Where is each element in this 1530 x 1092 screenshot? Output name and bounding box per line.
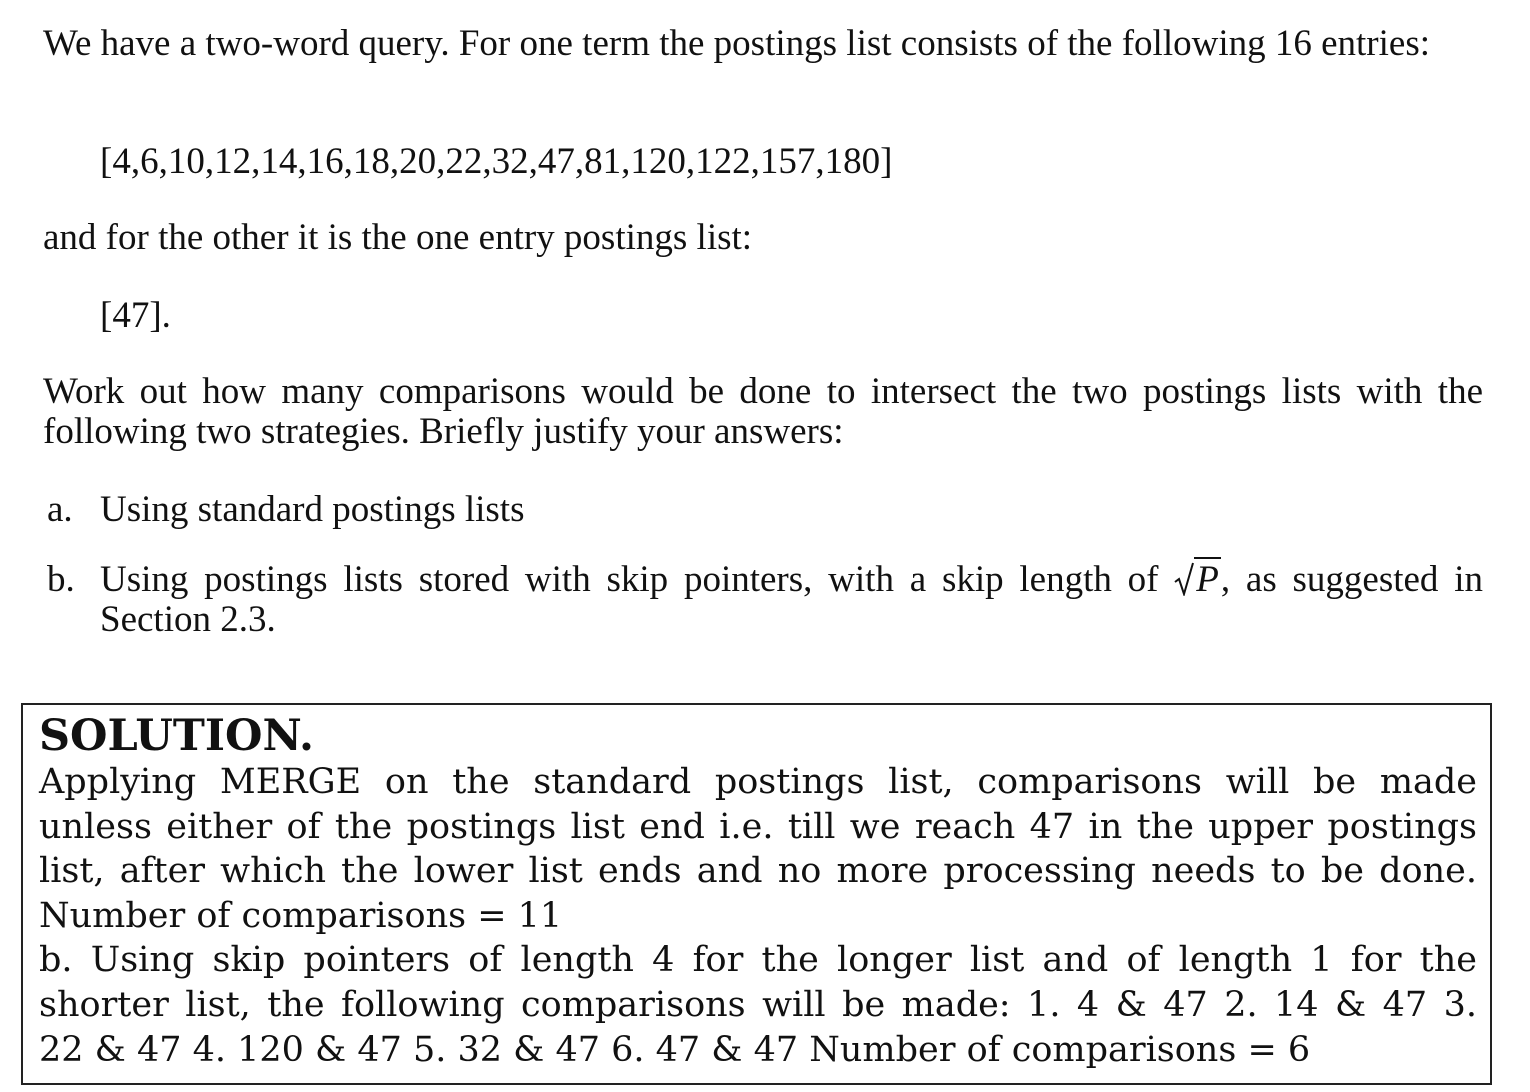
question-middle: and for the other it is the one entry postings list:	[43, 217, 753, 258]
item-text	[100, 560, 1483, 640]
item-marker: a.	[47, 489, 73, 530]
item-text-after: , as suggested in Section 2.3.	[100, 559, 1483, 640]
item-text-before: Using postings lists stored with skip pointers, with a skip length of	[100, 559, 1159, 600]
sqrt-expression	[1174, 560, 1221, 600]
solution-body	[39, 760, 1477, 1072]
question-intro: We have a two-word query. For one term the postings list consists of the following 16 entries:	[43, 23, 1431, 64]
radical-sign-icon	[1174, 562, 1194, 596]
solution-line: b. Using skip pointers of length 4 for the longer list and of length 1 for the	[39, 940, 1477, 981]
question-task: Work out how many comparisons would be done to intersect the two postings lists with the following two strategies. Briefly justify your answers:	[43, 371, 1483, 452]
solution-line: 22 & 47 4. 120 & 47 5. 32 & 47 6. 47 & 47 Number of comparisons = 6	[39, 1029, 1311, 1070]
solution-line: unless either of the postings list end i.e. till we reach 47 in the upper postings	[39, 806, 1477, 847]
solution-line: Number of comparisons = 11	[39, 895, 563, 936]
solution-box	[21, 703, 1492, 1085]
postings-list-long: [4,6,10,12,14,16,18,20,22,32,47,81,120,122,157,180]	[100, 141, 893, 182]
item-marker: b.	[47, 559, 75, 600]
solution-line: list, after which the lower list ends and no more processing needs to be done.	[39, 851, 1477, 892]
sqrt-radicand: P	[1196, 559, 1219, 600]
solution-line: Applying MERGE on the standard postings list, comparisons will be made	[39, 762, 1477, 802]
item-text: Using standard postings lists	[100, 489, 525, 530]
solution-title: SOLUTION.	[39, 711, 314, 761]
solution-line: shorter list, the following comparisons will be made: 1. 4 & 47 2. 14 & 47 3.	[39, 984, 1477, 1025]
postings-list-short: [47].	[100, 295, 171, 336]
